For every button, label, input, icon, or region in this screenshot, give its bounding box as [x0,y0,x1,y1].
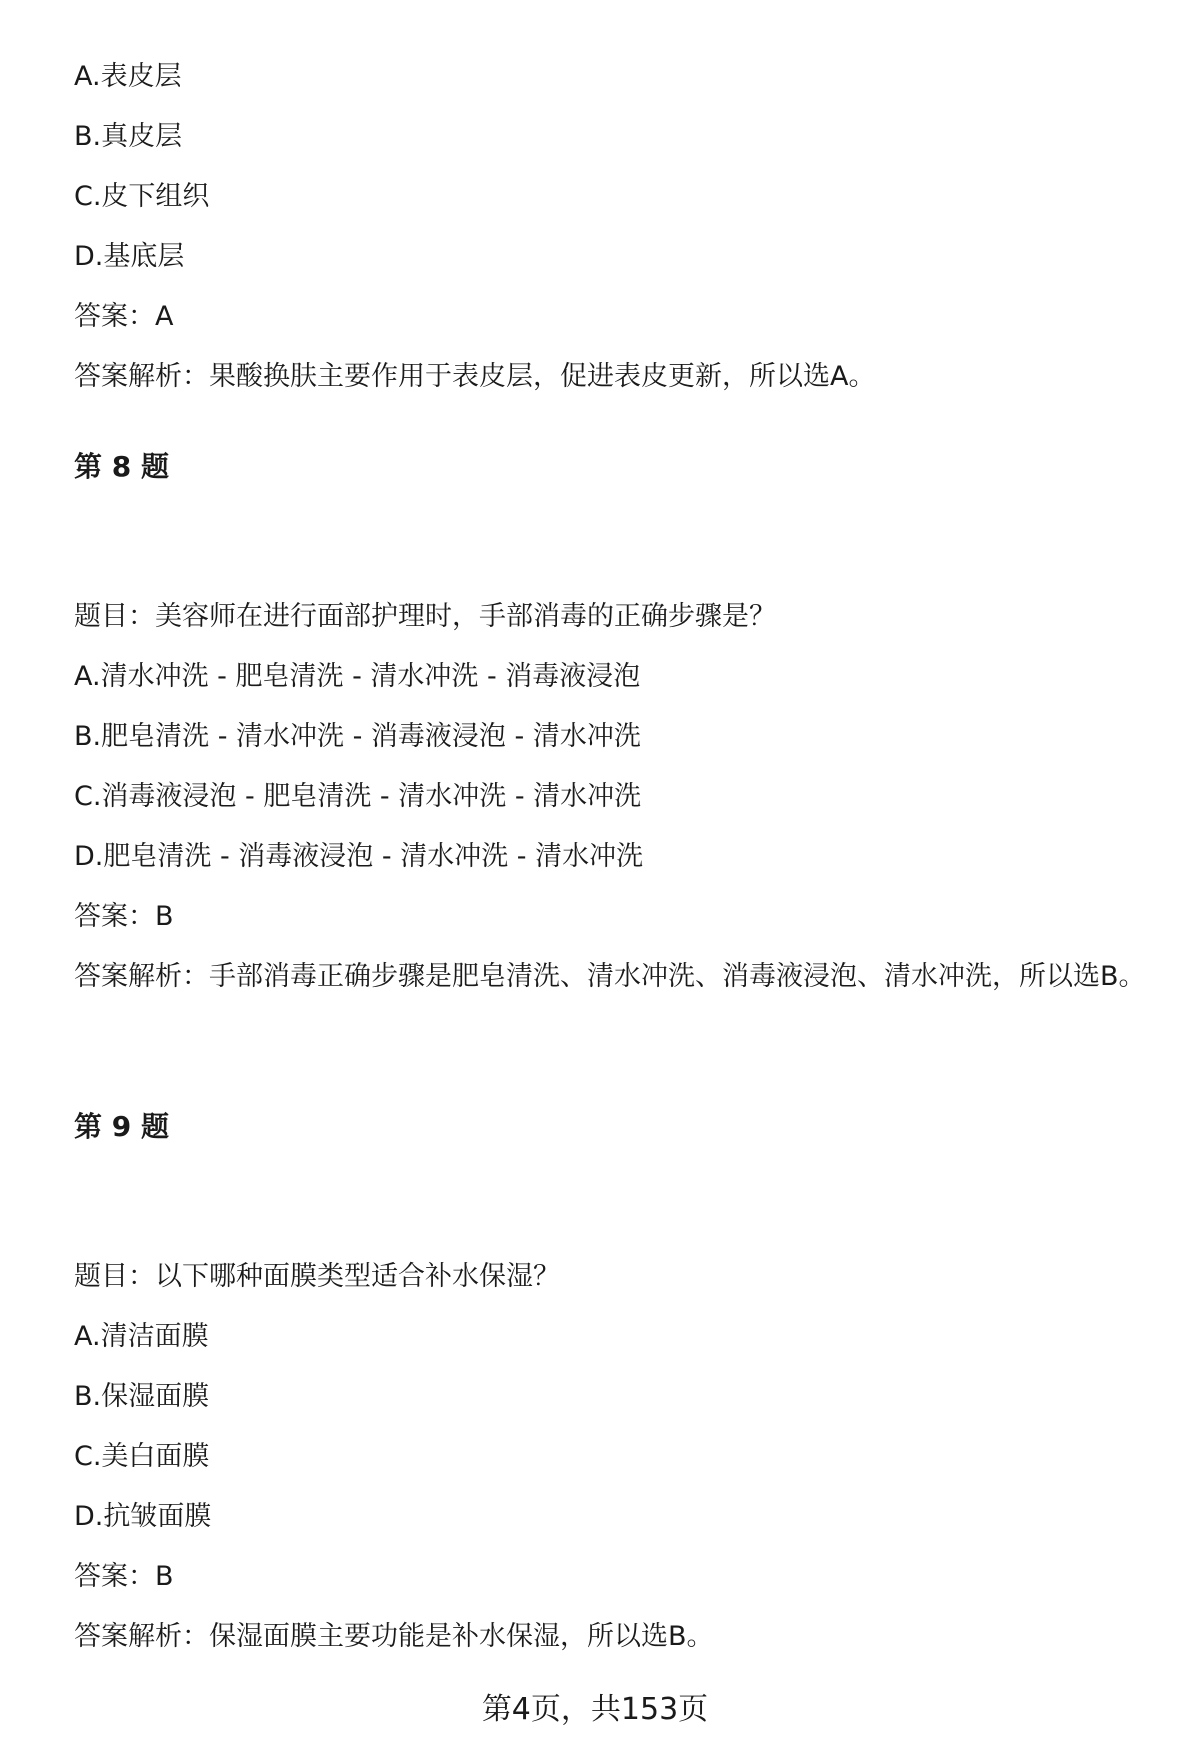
q8-answer: 答案：B [74,901,174,932]
q9-option-a: A.清洁面膜 [74,1321,209,1352]
q9-option-c: C.美白面膜 [74,1441,210,1472]
q9-explanation: 答案解析：保湿面膜主要功能是补水保湿，所以选B。 [74,1621,714,1652]
q8-option-a: A.清水冲洗 - 肥皂清洗 - 清水冲洗 - 消毒液浸泡 [74,661,641,692]
q7-option-b: B.真皮层 [74,121,183,152]
q7-explanation: 答案解析：果酸换肤主要作用于表皮层，促进表皮更新，所以选A。 [74,361,876,392]
q8-option-d: D.肥皂清洗 - 消毒液浸泡 - 清水冲洗 - 清水冲洗 [74,841,644,872]
q9-question: 题目：以下哪种面膜类型适合补水保湿？ [74,1261,560,1292]
page-number-footer: 第4页，共153页 [481,1692,709,1727]
q8-explanation: 答案解析：手部消毒正确步骤是肥皂清洗、清水冲洗、消毒液浸泡、清水冲洗，所以选B。 [74,961,1146,992]
q8-option-c: C.消毒液浸泡 - 肥皂清洗 - 清水冲洗 - 清水冲洗 [74,781,642,812]
q8-question: 题目：美容师在进行面部护理时，手部消毒的正确步骤是？ [74,601,776,632]
q7-answer: 答案：A [74,301,174,332]
q7-option-c: C.皮下组织 [74,181,210,212]
q9-heading: 第 9 题 [74,1110,169,1143]
q9-answer: 答案：B [74,1561,174,1592]
q8-heading: 第 8 题 [74,450,169,483]
q9-option-d: D.抗皱面膜 [74,1501,212,1532]
q7-option-a: A.表皮层 [74,61,182,92]
q9-option-b: B.保湿面膜 [74,1381,210,1412]
q8-option-b: B.肥皂清洗 - 清水冲洗 - 消毒液浸泡 - 清水冲洗 [74,721,641,752]
q7-option-d: D.基底层 [74,241,185,272]
